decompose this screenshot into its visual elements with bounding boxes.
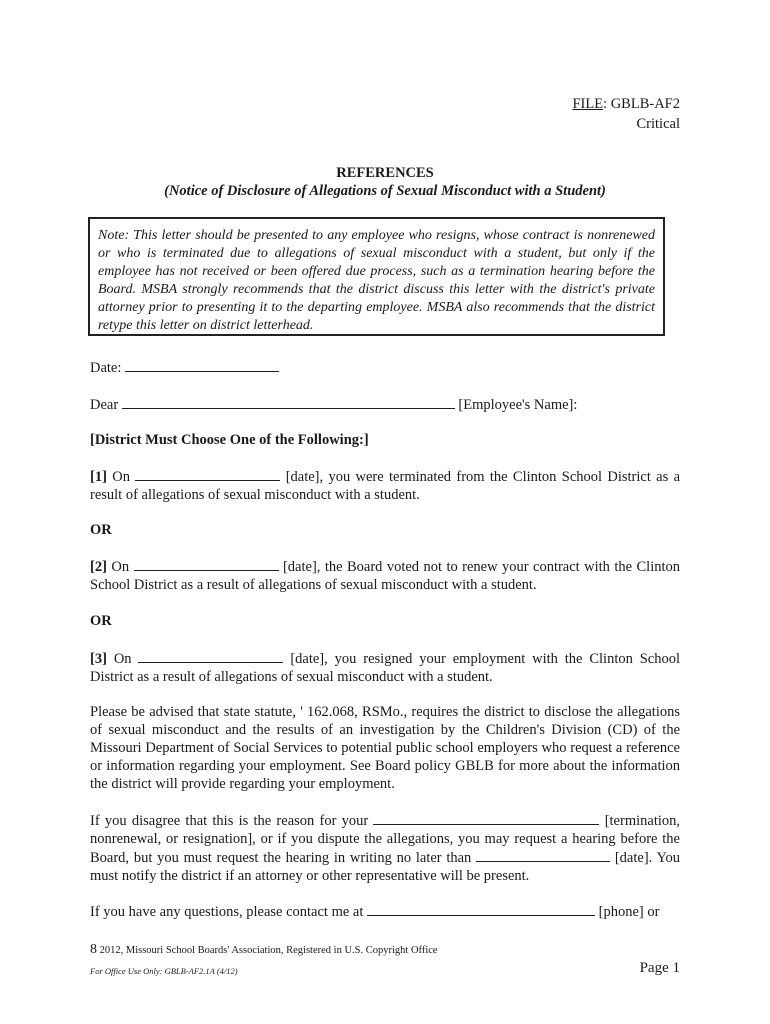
option-2 xyxy=(90,557,680,594)
file-label: FILE xyxy=(572,96,604,112)
option-1-prefix: On xyxy=(112,469,130,485)
or-separator-1: OR xyxy=(90,522,112,538)
option-1-date-blank xyxy=(135,467,280,481)
option-3-date-blank xyxy=(138,649,283,663)
employee-name-hint: [Employee's Name]: xyxy=(458,397,578,413)
option-2-prefix: On xyxy=(111,559,130,575)
date-blank xyxy=(125,358,279,372)
option-2-text: [date], the Board voted not to renew your contract with the Clinton School District as a result of allegations of sexual misconduct with a student. xyxy=(90,559,681,593)
file-code-line xyxy=(572,94,680,114)
document-title: REFERENCES xyxy=(336,165,434,181)
date-line xyxy=(90,358,680,377)
option-2-number: [2] xyxy=(90,559,107,575)
file-header xyxy=(572,94,680,134)
option-3 xyxy=(90,649,680,686)
classification: Critical xyxy=(636,116,680,132)
questions-line xyxy=(90,902,680,921)
reason-blank xyxy=(373,811,599,825)
note-box: Note: This letter should be presented to any employee who resigns, whose contract is nonrenewed or who is terminated due to allegations of sexual misconduct with a student, but only if the employee has not received or been offered due process, such as a termination hearing before the Board. MSBA strongly recommends that the district discuss this letter with the district's private attorney prior to presenting it to the departing employee. MSBA also recommends that the district retype this letter on district letterhead. xyxy=(88,217,665,336)
copyright-notice xyxy=(90,942,438,958)
option-3-number: [3] xyxy=(90,651,107,667)
option-1 xyxy=(90,467,680,504)
option-3-text: [date], you resigned your employment with the Clinton School District as a result of allegations of sexual misconduct with a student. xyxy=(90,651,681,685)
option-1-number: [1] xyxy=(90,469,107,485)
office-use-note: For Office Use Only: GBLB-AF2.1A (4/12) xyxy=(90,966,238,976)
option-2-date-blank xyxy=(134,557,279,571)
questions-part-2: [phone] or xyxy=(598,904,660,920)
document-subtitle: (Notice of Disclosure of Allegations of Sexual Misconduct with a Student) xyxy=(164,183,606,199)
date-label: Date: xyxy=(90,360,122,376)
salutation-line xyxy=(90,395,680,414)
dispute-part-2: [termination, nonrenewal, or resignation], or if you dispute the allegations, you may request a hearing before the Board, but you must request the hearing in writing no later than xyxy=(90,813,680,866)
dispute-part-3: [date]. You must notify the district if an attorney or other representative will be present. xyxy=(90,850,681,884)
option-1-text: [date], you were terminated from the Clinton School District as a result of allegations of sexual misconduct with a student. xyxy=(90,469,681,503)
copyright-symbol: 8 xyxy=(90,942,97,957)
choose-heading: [District Must Choose One of the Following:] xyxy=(90,432,369,448)
page-number: Page 1 xyxy=(639,960,680,976)
dispute-part-1: If you disagree that this is the reason for your xyxy=(90,813,369,829)
file-code: : GBLB-AF2 xyxy=(603,96,680,112)
option-3-prefix: On xyxy=(113,651,132,667)
or-separator-2: OR xyxy=(90,613,112,629)
phone-blank xyxy=(367,902,595,916)
hearing-date-blank xyxy=(476,848,610,862)
employee-name-blank xyxy=(122,395,455,409)
dispute-paragraph xyxy=(90,811,680,885)
copyright-text: 2012, Missouri School Boards' Association, Registered in U.S. Copyright Office xyxy=(97,945,438,956)
dear-label: Dear xyxy=(90,397,119,413)
disclosure-paragraph: Please be advised that state statute, ' 162.068, RSMo., requires the district to disclose the allegations of sexual misconduct and the results of an investigation by the Children's Division (CD) of the Missouri Department of Social Services to potential public school employers who request a reference or information regarding your employment. See Board policy GBLB for more about the information the district will provide regarding your employment. xyxy=(90,704,680,792)
questions-part-1: If you have any questions, please contact me at xyxy=(90,904,364,920)
